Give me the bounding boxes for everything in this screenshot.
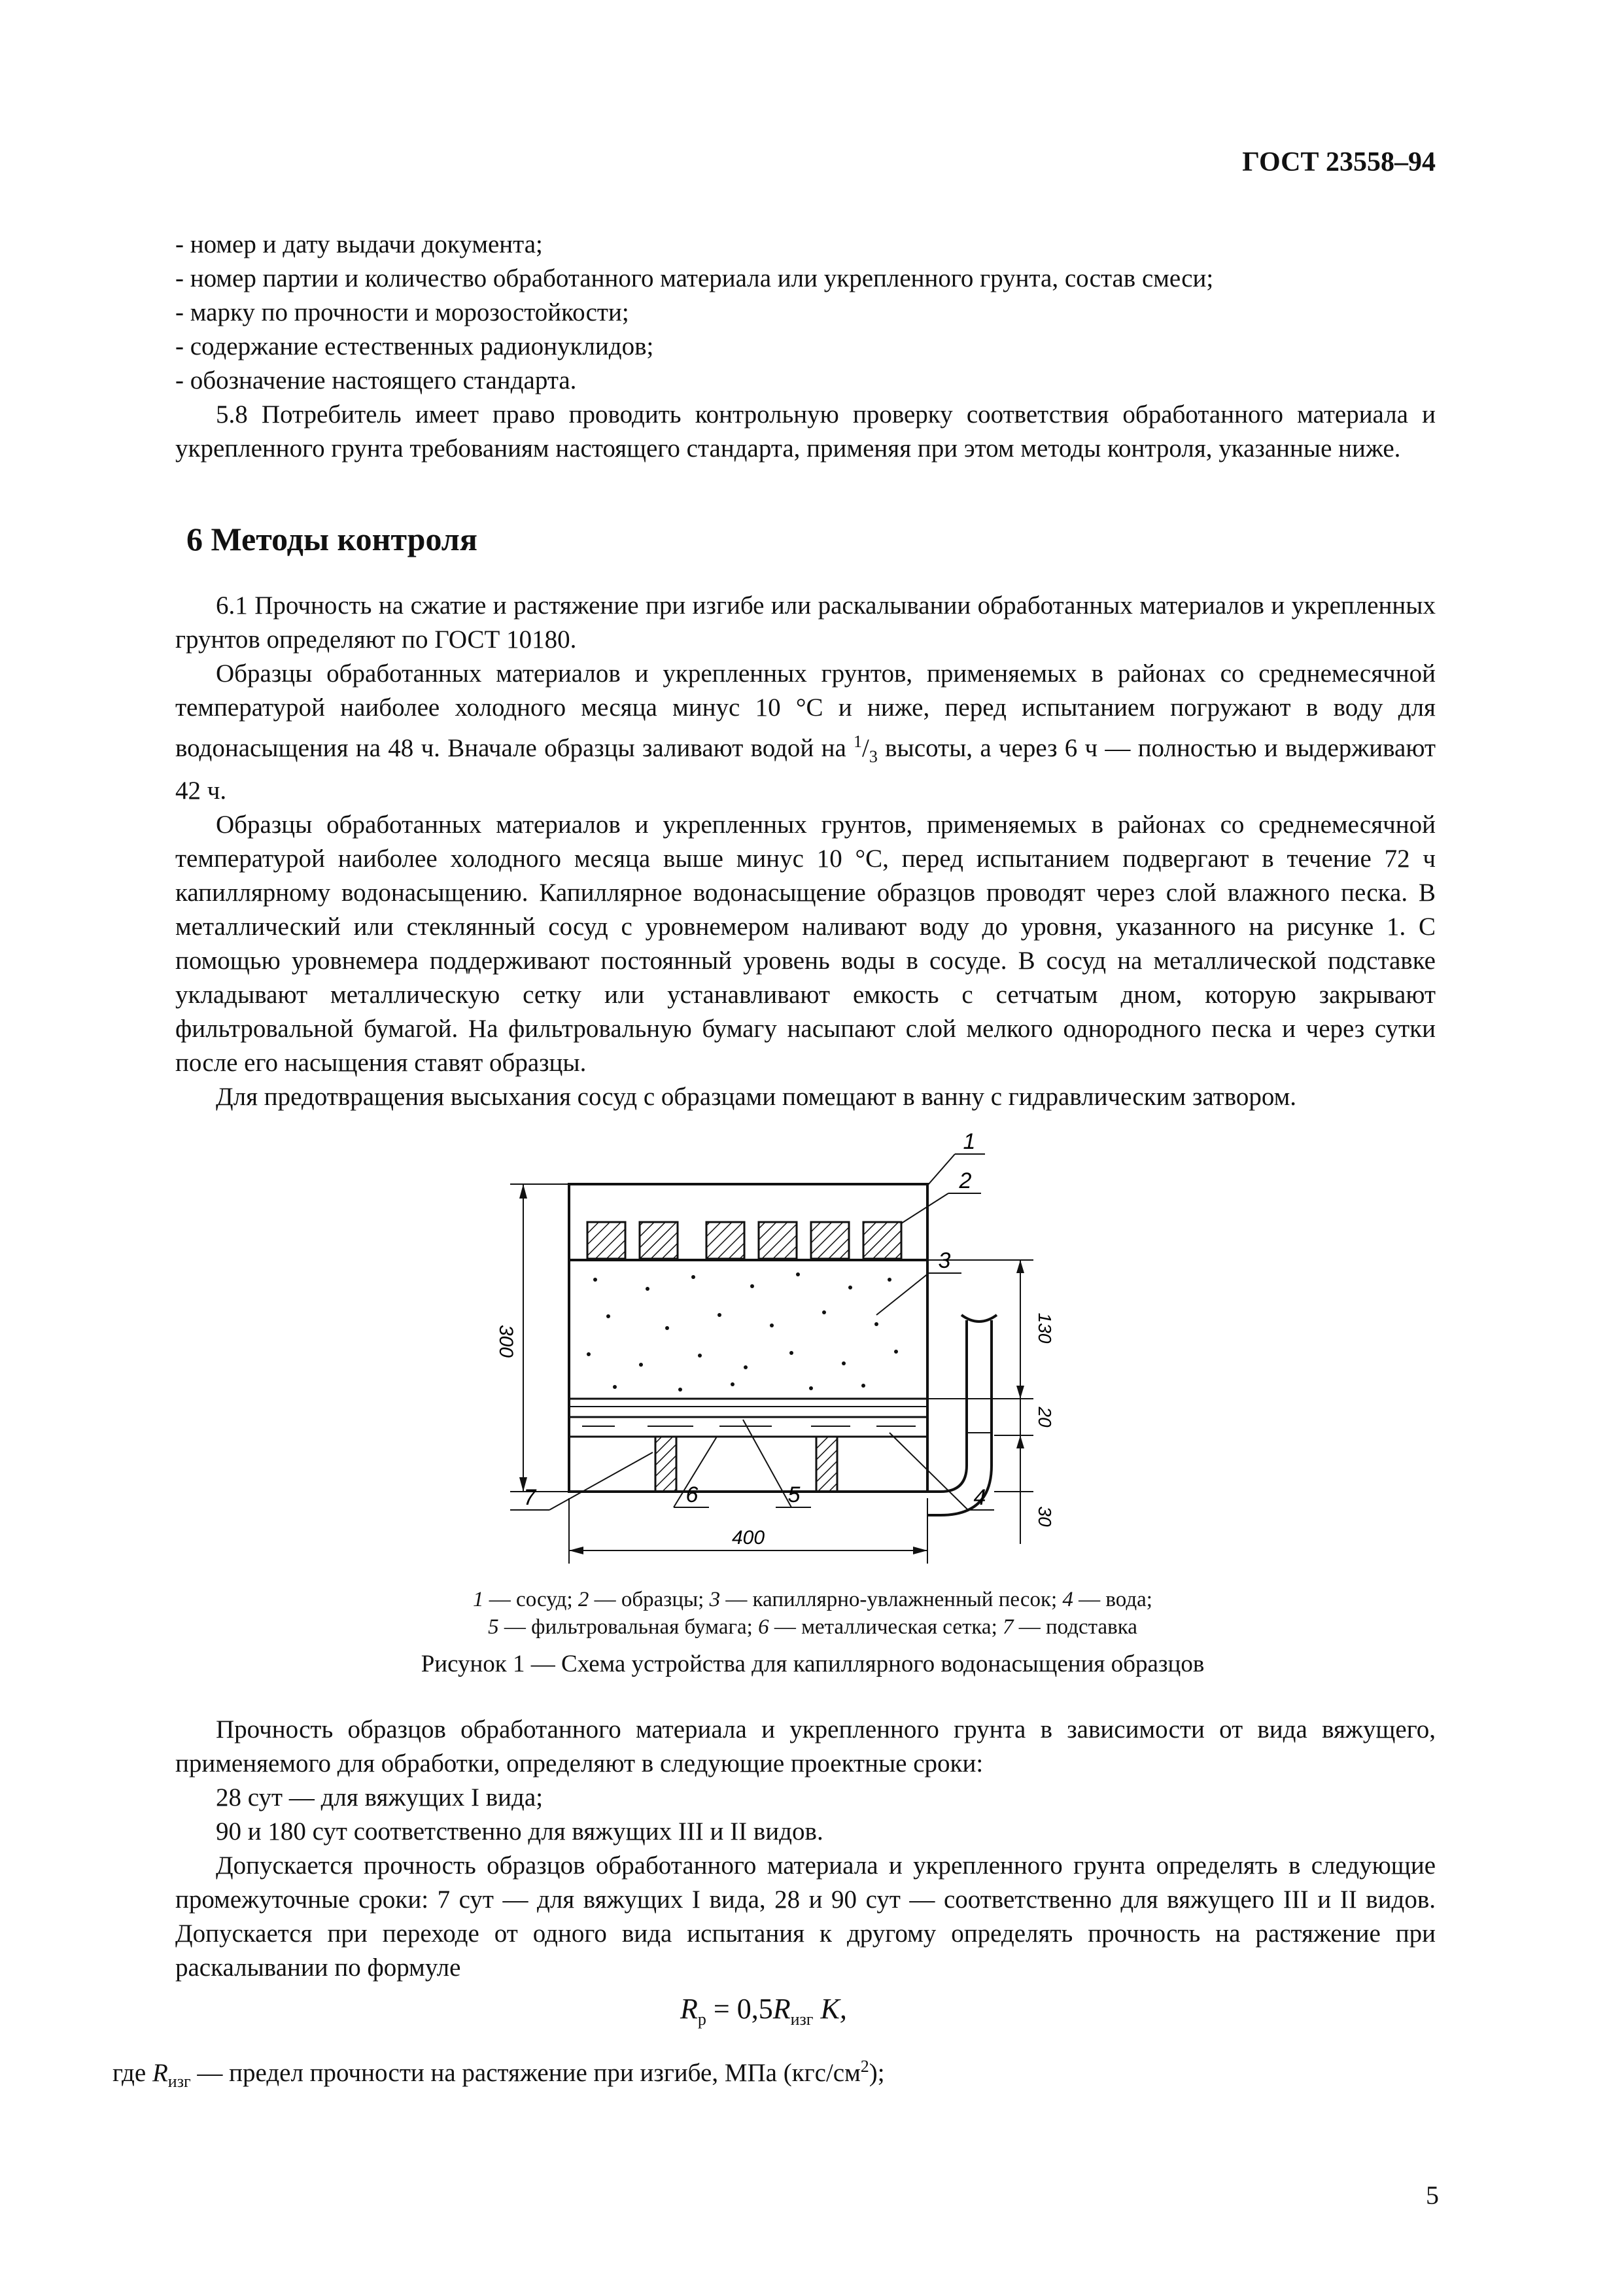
- legend-text: — вода;: [1073, 1588, 1152, 1611]
- paragraph-terms: Прочность образцов обработанного материала и укрепленного грунта в зависимости от вида вяжущего, применяемого для обработки, определяют в следующие проектные сроки:: [175, 1715, 1436, 1778]
- formula-symbol: R: [772, 1993, 791, 2025]
- term-item: 90 и 180 сут соответственно для вяжущих III и II видов.: [216, 1817, 823, 1846]
- where-subscript: изг: [167, 2071, 191, 2091]
- legend-number: 3: [709, 1588, 721, 1611]
- fraction-numerator: 1: [854, 732, 863, 751]
- legend-number: 7: [1003, 1615, 1014, 1639]
- paragraph-5-8: 5.8 Потребитель имеет право проводить контрольную проверку соответствия обработанного материала и укрепленного грунта требованиям настоящего стандарта, применяя при этом методы контроля, указанные ниже.: [175, 400, 1436, 463]
- figure-1-diagram: [484, 1125, 1073, 1570]
- dimension-400-label: 400: [731, 1527, 765, 1549]
- figure-title: Рисунок 1 — Схема устройства для капиллярного водонасыщения образцов: [421, 1651, 1205, 1677]
- sand-texture: [587, 1272, 898, 1392]
- legend-number: 2: [578, 1588, 589, 1611]
- figure-legend-line-2: [196, 1613, 1429, 1641]
- formula-subscript: изг: [790, 2009, 814, 2029]
- terms-block: [175, 1713, 1436, 1985]
- paragraph-bath: Для предотвращения высыхания сосуд с образцами помещают в ванну с гидравлическим затвором.: [216, 1082, 1297, 1111]
- fraction-denominator: 3: [869, 746, 878, 766]
- dimension-300-label: 300: [495, 1324, 517, 1358]
- intro-block: [175, 228, 1436, 466]
- paragraph-warm-regions: Образцы обработанных материалов и укрепленных грунтов, применяемых в районах со среднемесячной температурой наиболее холодного месяца выше минус 10 °С, перед испытанием подвергают в течение 72 ч капиллярному водонасыщению. Капиллярное водонасыщение образцов проводят через слой влажного песка. В металлический или стеклянный сосуд с уровнемером наливают воду до уровня, указанного на рисунке 1. С помощью уровнемера поддерживают постоянный уровень воды в сосуде. В сосуд на металлической подставке укладывают металлическую сетку или устанавливают емкость с сетчатым дном, которую закрывают фильтровальной бумагой. На фильтровальную бумагу насыпают слой мелкого однородного песка и через сутки после его насыщения ставят образцы.: [175, 810, 1436, 1077]
- term-item: 28 сут — для вяжущих I вида;: [216, 1783, 544, 1812]
- callout-4: 4: [973, 1485, 986, 1510]
- level-gauge-tube: [927, 1320, 967, 1492]
- paragraph-cold-text-b: высоты, а через 6 ч — полностью и выдерживают 42 ч.: [175, 734, 1436, 805]
- paragraph-cold-regions: Образцы обработанных материалов и укрепленных грунтов, применяемых в районах со среднемесячной температурой наиболее холодного месяца минус 10 °С и ниже, перед испытанием погружают в воду для водонасыщения на 48 ч. Вначале образцы заливают водой на $^1/_3$ высоты, а через 6 ч — полностью и выдерживают 42 ч.: [175, 659, 1436, 805]
- callout-5: 5: [787, 1482, 801, 1507]
- dimension-130-label: 130: [1035, 1312, 1055, 1344]
- formula-symbol: R: [680, 1993, 698, 2025]
- formula-explanation: [112, 2050, 885, 2099]
- legend-text: — фильтровальная бумага;: [498, 1615, 759, 1639]
- dimension-20-label: 20: [1035, 1407, 1055, 1428]
- legend-number: 4: [1062, 1588, 1073, 1611]
- page-number: 5: [1426, 2181, 1439, 2210]
- where-text: — предел прочности на растяжение при изгибе, МПа (кгс/см: [190, 2059, 861, 2087]
- callout-3: 3: [938, 1248, 951, 1273]
- list-item: - обозначение настоящего стандарта.: [175, 366, 577, 394]
- legend-text: — металлическая сетка;: [769, 1615, 1003, 1639]
- section-heading: 6 Методы контроля: [186, 521, 477, 557]
- document-code: ГОСТ 23558–94: [1242, 147, 1436, 177]
- list-item: - марку по прочности и морозостойкости;: [175, 298, 629, 326]
- legend-text: — сосуд;: [483, 1588, 578, 1611]
- sample-blocks: [587, 1222, 901, 1259]
- list-item: - содержание естественных радионуклидов;: [175, 332, 654, 360]
- formula: [680, 1992, 847, 2037]
- where-superscript: 2: [860, 2057, 869, 2076]
- callout-2: 2: [959, 1168, 972, 1193]
- callout-7: 7: [523, 1485, 536, 1510]
- where-prefix: где: [112, 2059, 152, 2087]
- legend-text: — образцы;: [589, 1588, 710, 1611]
- paragraph-cold-text-a: Образцы обработанных материалов и укрепленных грунтов, применяемых в районах со среднемесячной температурой наиболее холодного месяца минус 10 °С и ниже, перед испытанием погружают в воду для водонасыщения на 48 ч. Вначале образцы заливают водой на: [175, 659, 1436, 762]
- paragraph-6-1: 6.1 Прочность на сжатие и растяжение при изгибе или раскалывании обработанных материалов и укрепленных грунтов определяют по ГОСТ 10180.: [175, 591, 1436, 654]
- stand-posts: [655, 1437, 837, 1492]
- list-item: - номер партии и количество обработанного материала или укрепленного грунта, состав смеси;: [175, 264, 1214, 292]
- paragraph-intermediate: Допускается прочность образцов обработанного материала и укрепленного грунта определять в следующие промежуточные сроки: 7 сут — для вяжущих I вида, 28 и 90 сут — соответственно для вяжущего III и II видов. Допускается при переходе от одного вида испытания к другому определять прочность на растяжение при раскалывании по формуле: [175, 1851, 1436, 1982]
- legend-number: 5: [488, 1615, 499, 1639]
- callout-6: 6: [685, 1482, 699, 1507]
- where-end: );: [869, 2059, 885, 2087]
- formula-factor: K,: [813, 1993, 847, 2025]
- figure-legend-line-1: [196, 1586, 1429, 1613]
- section-6-body: [175, 589, 1436, 1114]
- water-layer: [569, 1399, 927, 1437]
- legend-number: 6: [758, 1615, 769, 1639]
- formula-coefficient: = 0,5: [706, 1993, 773, 2025]
- formula-subscript: р: [697, 2009, 706, 2029]
- where-symbol: R: [152, 2059, 168, 2087]
- legend-text: — подставка: [1013, 1615, 1137, 1639]
- callout-1: 1: [963, 1129, 976, 1154]
- list-item: - номер и дату выдачи документа;: [175, 230, 543, 258]
- legend-number: 1: [473, 1588, 484, 1611]
- dimension-30-label: 30: [1035, 1506, 1055, 1527]
- legend-text: — капиллярно-увлажненный песок;: [720, 1588, 1063, 1611]
